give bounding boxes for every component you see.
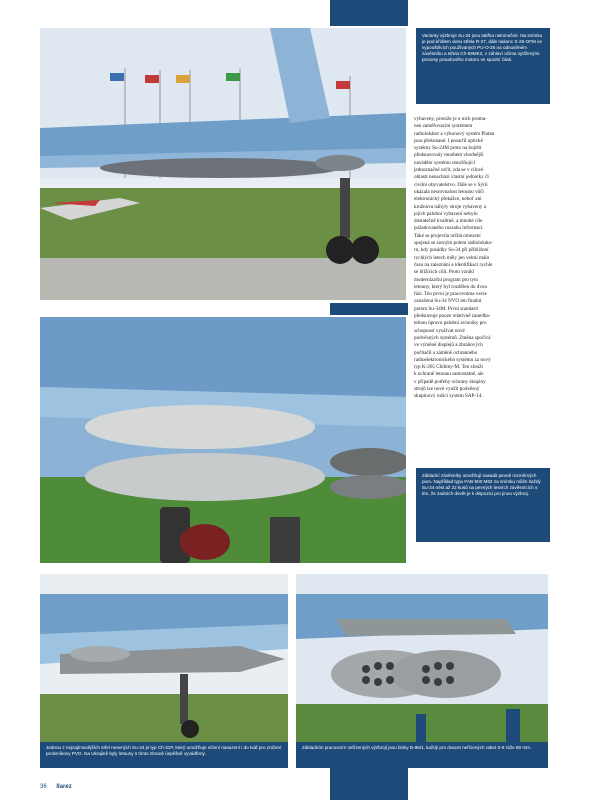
- body-line: jsou překonané. I posaďil optické: [414, 137, 483, 144]
- body-line: představuje pouze relativně zanedba-: [414, 313, 491, 320]
- body-line: typ K-265 Chibiny-M. Ten slouží: [414, 364, 483, 371]
- body-line: času na zaleznání a identifikaci rychle: [414, 261, 493, 268]
- body-line: ve výměně displejů a zbraňových: [414, 342, 483, 349]
- caption-top-text: Varianty výzbroje Su-34 jsou takřka nekonečné. Na snímku je pod křídlem dvou střela R-27, dále nakonc S-25-OFM ve vypouštěcích používaných PU-O-25 na odnusěném závěsníku a střela Ch-59MK2, v záhlaví očima vytíženými procesy proudového motoru ve spodní části.: [422, 33, 543, 63]
- body-line: ru, kdy posádky Su-34 při přiblížení: [414, 247, 489, 254]
- body-line: elektronický překážce, neboť ani: [414, 196, 482, 203]
- caption-bottom-left: [40, 742, 288, 768]
- body-line: jejich palubní vybavení nebylo: [414, 210, 478, 217]
- body-line: se blížících cílů. Proto vznikl: [414, 269, 475, 276]
- body-line: civilní obyvatelstvo. Dále se v Sýrii: [414, 181, 488, 188]
- body-line: rychlých letech měly jen velmi málo: [414, 254, 490, 261]
- page-footer: [40, 784, 72, 790]
- page-number: 36: [40, 784, 47, 790]
- bottom-accent-bar: [330, 766, 408, 800]
- middle-accent-bar: [330, 303, 408, 315]
- body-line: schopnost využívat nové: [414, 327, 465, 334]
- body-line: navádění systému umožňující: [414, 159, 476, 166]
- body-line: podvěsných systémů. Změna spočívá: [414, 334, 491, 341]
- caption-top: [416, 28, 550, 104]
- caption-middle-text: Základní závěsníky umožňují nasadit pevně rozměrných pum. Například typu FAB-500 M62 na snímku může každý Su-34 nést až 22 kusů na pevných lesních závěsnících s tím, že zadních devět je k dispozici pro jinou výzbroj.: [422, 473, 541, 497]
- body-line: potom Su-34M. První standard: [414, 305, 478, 312]
- body-line: Také se projevila určitá omezení: [414, 232, 481, 239]
- body-line: skupinový rušicí systém SAP-14.: [414, 393, 483, 400]
- body-line: dostatečně kvalitně, a mnohé cíle: [414, 218, 483, 225]
- body-line: označená Su-34 NVO ten finální: [414, 298, 482, 305]
- caption-bottom-right-text: Základním pracovním neřízených výzbrojí jsou bloky B-8M1, každý pro dvacet neřízených raket S-8 ráže 80 mm.: [302, 745, 532, 750]
- article-body: [414, 116, 548, 401]
- body-line: požadovaného rozsahu informací.: [414, 225, 484, 232]
- body-line: počítačů a záměně ochranného: [414, 349, 478, 356]
- body-line: kružnova náhyly stroje vybaveny a: [414, 203, 486, 210]
- body-line: telnou úpravu palubní avioniky pro: [414, 320, 487, 327]
- caption-bottom-left-text: Jednou z nejzajímavějších střel nesených Su-34 je typ Ch-31P, který umožňuje ničení nasazení i do tvář pro zničení protivníkovy PVO. Na Ukrajině byly letouny s tímto zbraně úspěšně vyvádřeny.: [46, 745, 282, 757]
- body-line: radiolokátor a výkonový systém Platan: [414, 130, 495, 137]
- photo-bottom-left-missile: [40, 574, 288, 742]
- photo-top-airshow: [40, 28, 406, 300]
- body-line: oblasti nenachází vlastní jednotky či: [414, 174, 489, 181]
- body-line: fází. Ten první je pracovníma verze: [414, 291, 487, 298]
- brand-name: Ilarez: [56, 784, 72, 790]
- body-line: nen zaměřovacím systémem: [414, 123, 473, 130]
- body-line: představovaly mnohem vhodnější: [414, 152, 484, 159]
- body-line: spojená se zorným polem radiolokáto-: [414, 240, 493, 247]
- body-line: ukázala nesrovnalost letounu vůči: [414, 188, 484, 195]
- body-line: modernizační program pro tyto: [414, 276, 479, 283]
- body-line: jednoznačně určit, zda se v cílové: [414, 167, 484, 174]
- caption-bottom-right: [296, 742, 548, 768]
- body-line: k ochraně letounu samostatně, ale: [414, 371, 484, 378]
- body-line: vybaveny, protože je u nich proma-: [414, 116, 487, 122]
- body-line: strojů lze nové využít podvěsný: [414, 385, 480, 392]
- photo-middle-bombs: [40, 317, 406, 563]
- top-accent-bar: [330, 0, 408, 26]
- body-line: letouny, který byl rozdělen do dvou: [414, 283, 488, 290]
- caption-middle: [416, 468, 550, 542]
- body-line: v případě potřeby ochrany skupiny: [414, 378, 486, 385]
- photo-bottom-right-rockets: [296, 574, 548, 742]
- body-line: radioelektronického systému za nový: [414, 356, 491, 363]
- body-line: systémy Su-24M proto na bojišti: [414, 145, 482, 152]
